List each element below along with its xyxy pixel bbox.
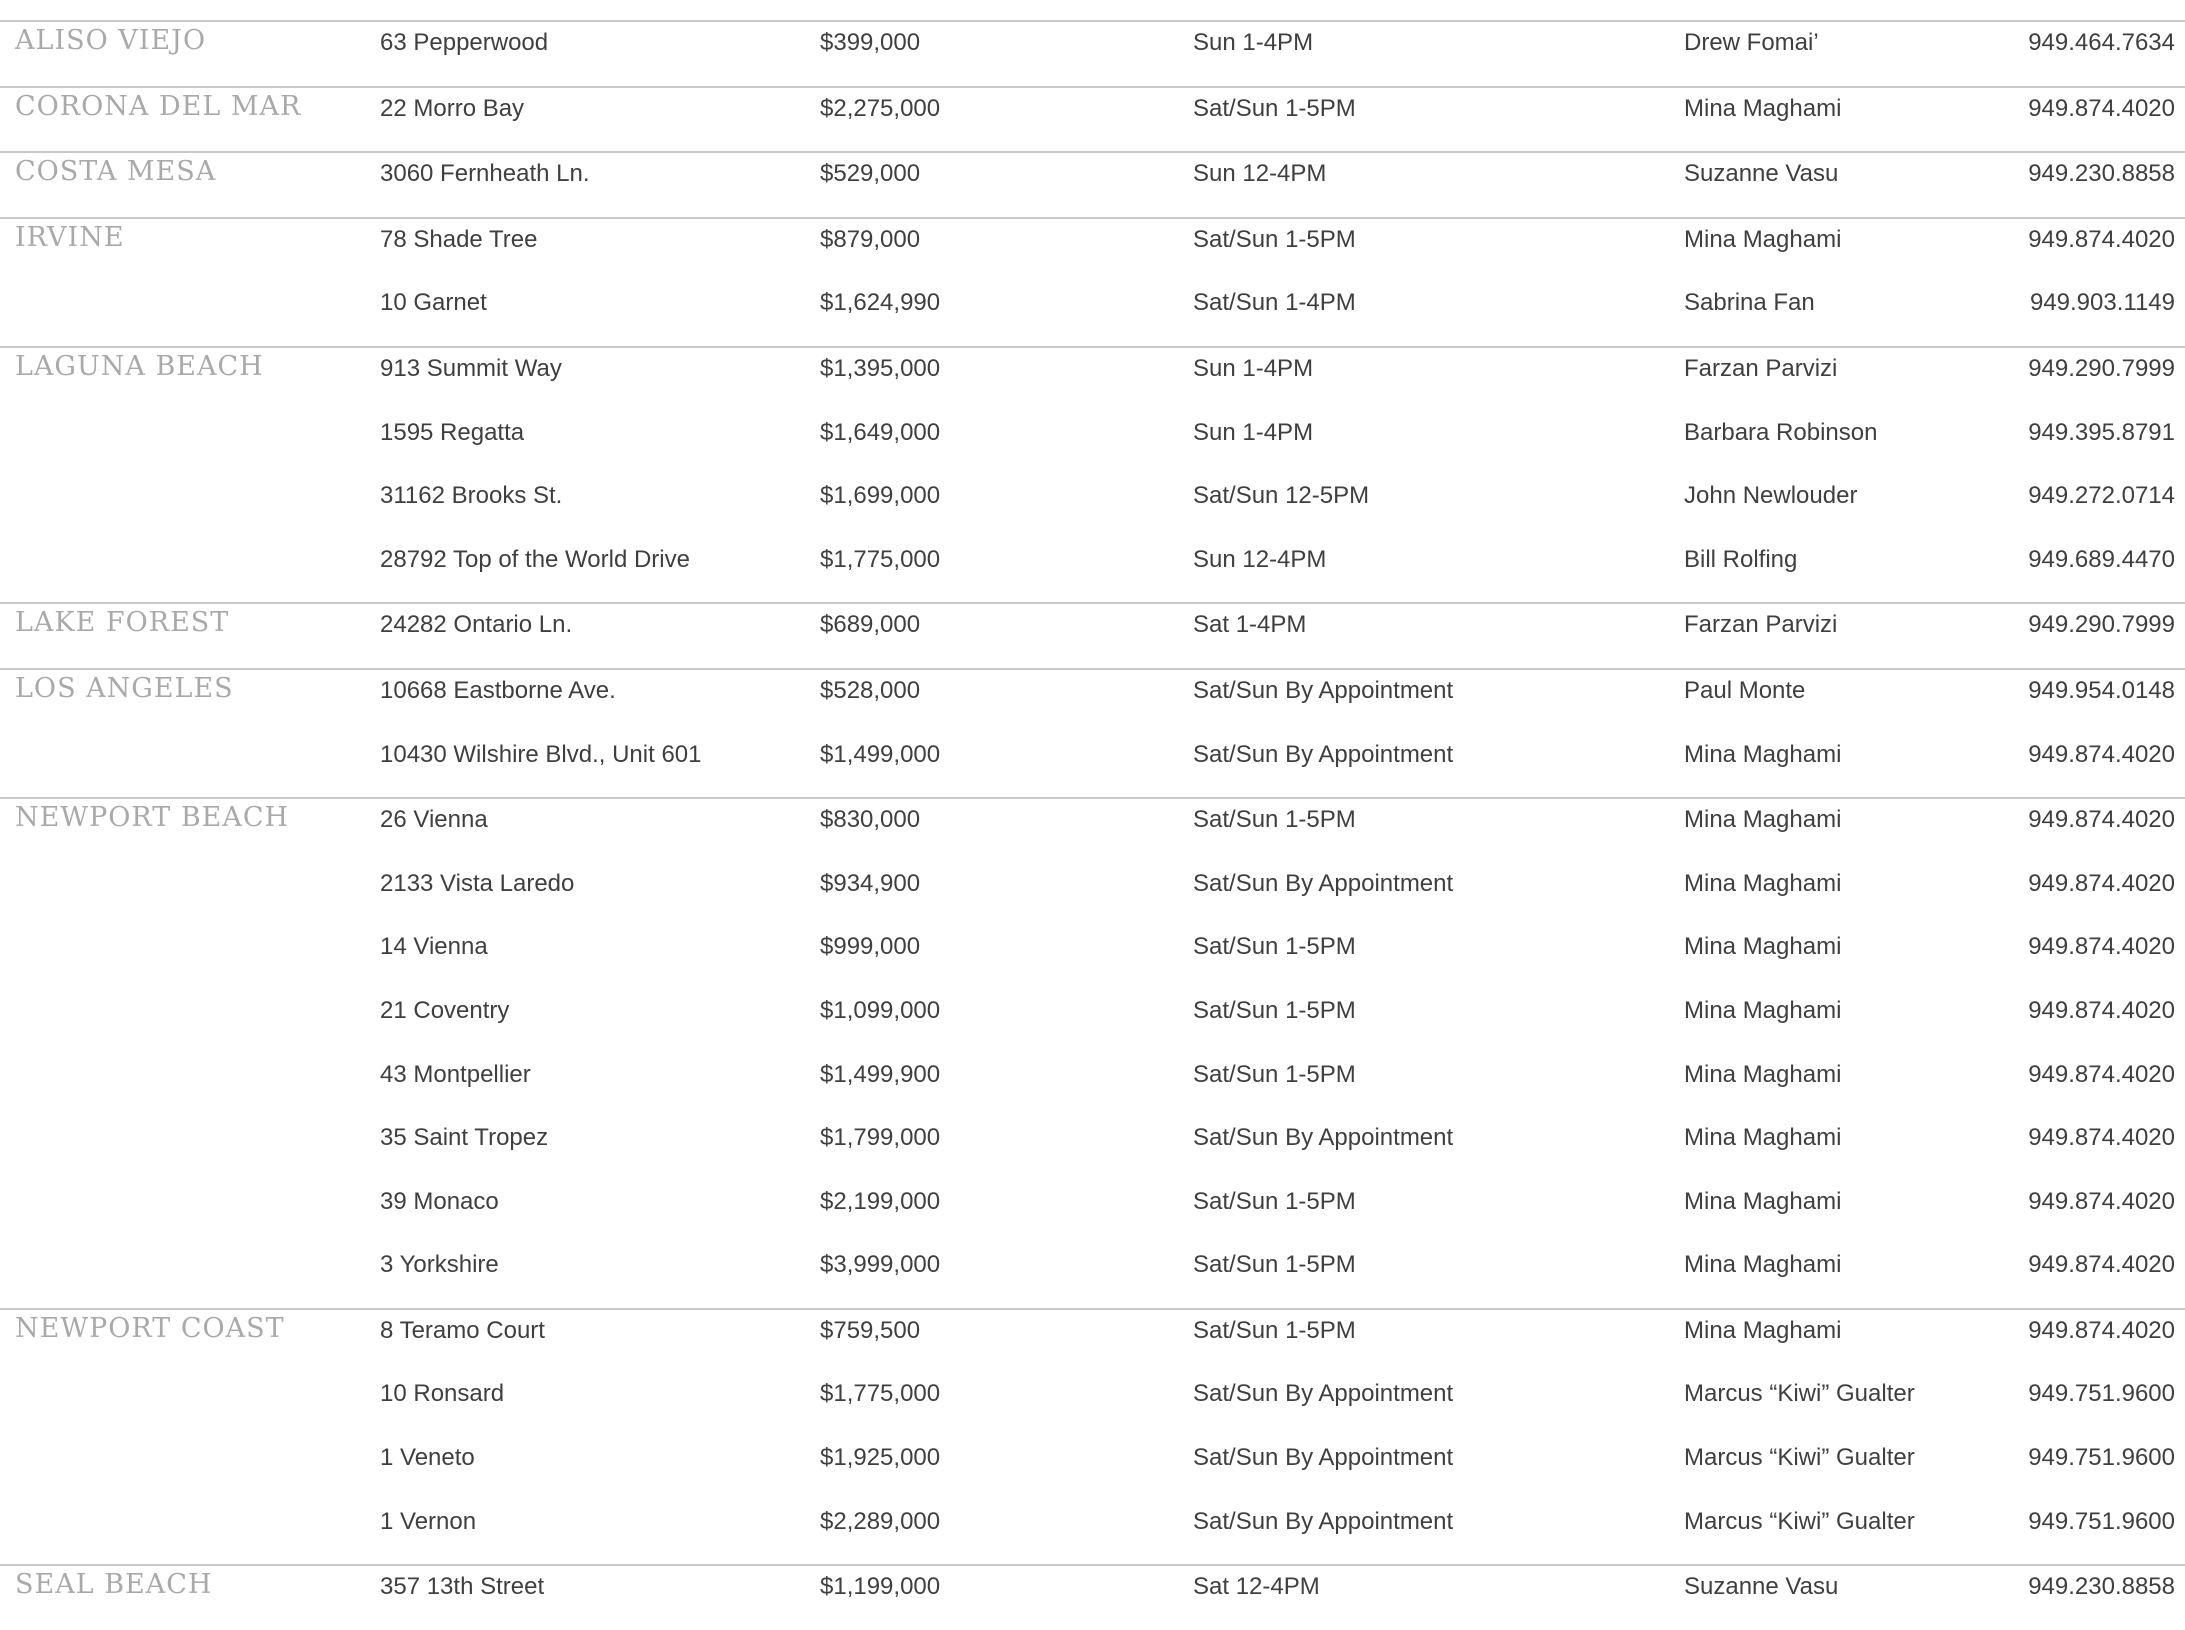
listing-row [0,539,2185,603]
listing-address: 357 13th Street [380,1573,545,1601]
open-house-time: Sat/Sun 1-5PM [1193,1316,1356,1344]
listing-address: 1 Veneto [380,1444,475,1472]
open-house-time: Sat/Sun 1-5PM [1193,806,1356,834]
listing-address: 10 Garnet [380,289,487,317]
listing-address: 14 Vienna [380,933,488,961]
city-name: LAGUNA BEACH [15,350,264,382]
agent-name: Suzanne Vasu [1684,1573,1839,1601]
listing-row [0,670,2185,734]
open-house-time: Sun 1-4PM [1193,418,1314,446]
open-house-time: Sat/Sun 1-5PM [1193,1251,1356,1279]
city-group [0,20,2185,86]
city-name: NEWPORT COAST [15,1312,285,1344]
listing-price: $529,000 [820,160,921,188]
listing-price: $1,799,000 [820,1124,941,1152]
listing-row [0,1566,2185,1630]
agent-phone: 949.395.8791 [2028,418,2175,446]
agent-phone: 949.290.7999 [2028,611,2175,639]
listing-row [0,926,2185,990]
agent-name: Marcus “Kiwi” Gualter [1684,1380,1915,1408]
city-group [0,346,2185,602]
city-name: IRVINE [15,221,125,253]
open-house-time: Sat/Sun 1-5PM [1193,94,1356,122]
open-house-time: Sat/Sun 1-5PM [1193,996,1356,1024]
agent-name: Mina Maghami [1684,740,1842,768]
listing-address: 2133 Vista Laredo [380,869,575,897]
agent-phone: 949.464.7634 [2028,29,2175,56]
agent-phone: 949.903.1149 [2029,289,2175,317]
open-house-time: Sat/Sun 1-5PM [1193,933,1356,961]
city-name: LAKE FOREST [15,607,230,639]
listing-row [0,475,2185,539]
listing-price: $1,395,000 [820,354,941,382]
listing-row [0,1373,2185,1437]
agent-name: Paul Monte [1684,676,1806,704]
city-name: COSTA MESA [15,156,217,188]
agent-name: Mina Maghami [1684,1124,1842,1152]
open-house-time: Sat/Sun 1-4PM [1193,289,1356,317]
listing-price: $1,199,000 [820,1573,941,1601]
listing-price: $399,000 [820,29,921,56]
city-group [0,797,2185,1308]
listing-price: $830,000 [820,806,921,834]
listing-row [0,863,2185,927]
listing-price: $689,000 [820,611,921,639]
listing-price: $1,699,000 [820,482,941,510]
agent-phone: 949.874.4020 [2028,225,2175,253]
listing-row [0,1054,2185,1118]
agent-phone: 949.689.4470 [2028,545,2175,573]
open-house-time: Sat 1-4PM [1193,611,1307,639]
listing-price: $528,000 [820,676,921,704]
open-house-time: Sat/Sun 1-5PM [1193,225,1356,253]
agent-name: Bill Rolfing [1684,545,1798,573]
open-house-time: Sun 1-4PM [1193,29,1314,56]
listing-price: $879,000 [820,225,921,253]
agent-phone: 949.874.4020 [2028,996,2175,1024]
listing-price: $1,649,000 [820,418,941,446]
agent-phone: 949.874.4020 [2028,94,2175,122]
listing-address: 10 Ronsard [380,1380,505,1408]
agent-name: Farzan Parvizi [1684,611,1838,639]
listing-price: $1,499,900 [820,1060,941,1088]
agent-name: Mina Maghami [1684,996,1842,1024]
listing-row [0,1117,2185,1181]
agent-phone: 949.230.8858 [2028,160,2175,188]
listing-price: $1,499,000 [820,740,941,768]
agent-name: Suzanne Vasu [1684,160,1839,188]
listing-address: 3 Yorkshire [380,1251,499,1279]
agent-phone: 949.874.4020 [2028,1316,2175,1344]
city-group [0,86,2185,152]
listing-address: 35 Saint Tropez [380,1124,549,1152]
open-house-listing-table [0,20,2185,1630]
city-group [0,1308,2185,1564]
listing-address: 26 Vienna [380,806,488,834]
agent-phone: 949.751.9600 [2028,1507,2175,1535]
agent-phone: 949.874.4020 [2028,1060,2175,1088]
open-house-time: Sat/Sun By Appointment [1193,869,1454,897]
open-house-time: Sun 12-4PM [1193,545,1327,573]
agent-phone: 949.272.0714 [2028,482,2175,510]
agent-phone: 949.954.0148 [2028,676,2175,704]
agent-phone: 949.874.4020 [2028,806,2175,834]
listing-address: 913 Summit Way [380,354,562,382]
agent-name: Marcus “Kiwi” Gualter [1684,1507,1915,1535]
listing-row [0,88,2185,152]
listing-address: 21 Coventry [380,996,510,1024]
listing-row [0,799,2185,863]
city-name: NEWPORT BEACH [15,802,290,834]
listing-row [0,734,2185,798]
listing-price: $1,775,000 [820,545,941,573]
listing-address: 39 Monaco [380,1187,499,1215]
listing-price: $999,000 [820,933,921,961]
agent-phone: 949.874.4020 [2028,740,2175,768]
listing-row [0,604,2185,668]
open-house-time: Sat/Sun By Appointment [1193,1507,1454,1535]
open-house-time: Sat 12-4PM [1193,1573,1320,1601]
listing-row [0,1437,2185,1501]
agent-name: Mina Maghami [1684,1316,1842,1344]
city-group [0,151,2185,217]
agent-name: John Newlouder [1684,482,1858,510]
agent-name: Mina Maghami [1684,933,1842,961]
agent-phone: 949.230.8858 [2028,1573,2175,1601]
open-house-time: Sat/Sun By Appointment [1193,1380,1454,1408]
city-name: LOS ANGELES [15,672,234,704]
agent-name: Mina Maghami [1684,94,1842,122]
agent-name: Sabrina Fan [1684,289,1815,317]
listing-price: $1,775,000 [820,1380,941,1408]
listing-address: 28792 Top of the World Drive [380,545,690,573]
listing-address: 1595 Regatta [380,418,525,446]
agent-phone: 949.751.9600 [2028,1380,2175,1408]
open-house-time: Sun 1-4PM [1193,354,1314,382]
city-group [0,668,2185,797]
listing-row [0,22,2185,86]
agent-phone: 949.874.4020 [2028,1124,2175,1152]
listing-price: $2,199,000 [820,1187,941,1215]
city-name: SEAL BEACH [15,1569,213,1601]
listing-price: $2,289,000 [820,1507,941,1535]
open-house-time: Sat/Sun By Appointment [1193,740,1454,768]
listing-address: 3060 Fernheath Ln. [380,160,590,188]
agent-phone: 949.874.4020 [2028,869,2175,897]
listing-price: $759,500 [820,1316,921,1344]
agent-phone: 949.874.4020 [2028,933,2175,961]
listing-address: 1 Vernon [380,1507,477,1535]
listing-address: 10430 Wilshire Blvd., Unit 601 [380,740,702,768]
listing-price: $1,099,000 [820,996,941,1024]
listing-row [0,153,2185,217]
agent-name: Mina Maghami [1684,869,1842,897]
city-group [0,217,2185,346]
agent-phone: 949.751.9600 [2028,1444,2175,1472]
listing-row [0,1501,2185,1565]
listing-address: 43 Montpellier [380,1060,531,1088]
listing-address: 63 Pepperwood [380,29,549,56]
open-house-time: Sat/Sun 1-5PM [1193,1060,1356,1088]
open-house-time: Sat/Sun By Appointment [1193,1124,1454,1152]
listing-address: 10668 Eastborne Ave. [380,676,616,704]
open-house-time: Sat/Sun By Appointment [1193,1444,1454,1472]
listing-row [0,282,2185,346]
listing-row [0,1310,2185,1374]
listing-row [0,1244,2185,1308]
agent-name: Barbara Robinson [1684,418,1878,446]
agent-name: Drew Fomai’ [1684,29,1819,56]
agent-phone: 949.290.7999 [2028,354,2175,382]
city-name: CORONA DEL MAR [15,90,302,122]
agent-name: Mina Maghami [1684,1251,1842,1279]
listing-row [0,348,2185,412]
agent-phone: 949.874.4020 [2028,1187,2175,1215]
listing-price: $2,275,000 [820,94,941,122]
open-house-time: Sat/Sun By Appointment [1193,676,1454,704]
city-group [0,1564,2185,1630]
agent-name: Mina Maghami [1684,1060,1842,1088]
agent-name: Mina Maghami [1684,1187,1842,1215]
listing-price: $1,925,000 [820,1444,941,1472]
agent-phone: 949.874.4020 [2028,1251,2175,1279]
listing-price: $934,900 [820,869,921,897]
agent-name: Mina Maghami [1684,225,1842,253]
listing-address: 22 Morro Bay [380,94,525,122]
listing-address: 24282 Ontario Ln. [380,611,573,639]
open-house-time: Sat/Sun 12-5PM [1193,482,1370,510]
listing-price: $3,999,000 [820,1251,941,1279]
agent-name: Mina Maghami [1684,806,1842,834]
agent-name: Marcus “Kiwi” Gualter [1684,1444,1915,1472]
open-house-time: Sun 12-4PM [1193,160,1327,188]
listing-row [0,1181,2185,1245]
listing-address: 8 Teramo Court [380,1316,545,1344]
open-house-time: Sat/Sun 1-5PM [1193,1187,1356,1215]
listing-address: 78 Shade Tree [380,225,538,253]
listing-row [0,990,2185,1054]
agent-name: Farzan Parvizi [1684,354,1838,382]
listing-price: $1,624,990 [820,289,941,317]
listing-row [0,219,2185,283]
city-group [0,602,2185,668]
listing-address: 31162 Brooks St. [380,482,563,510]
listing-row [0,412,2185,476]
city-name: ALISO VIEJO [15,25,207,56]
